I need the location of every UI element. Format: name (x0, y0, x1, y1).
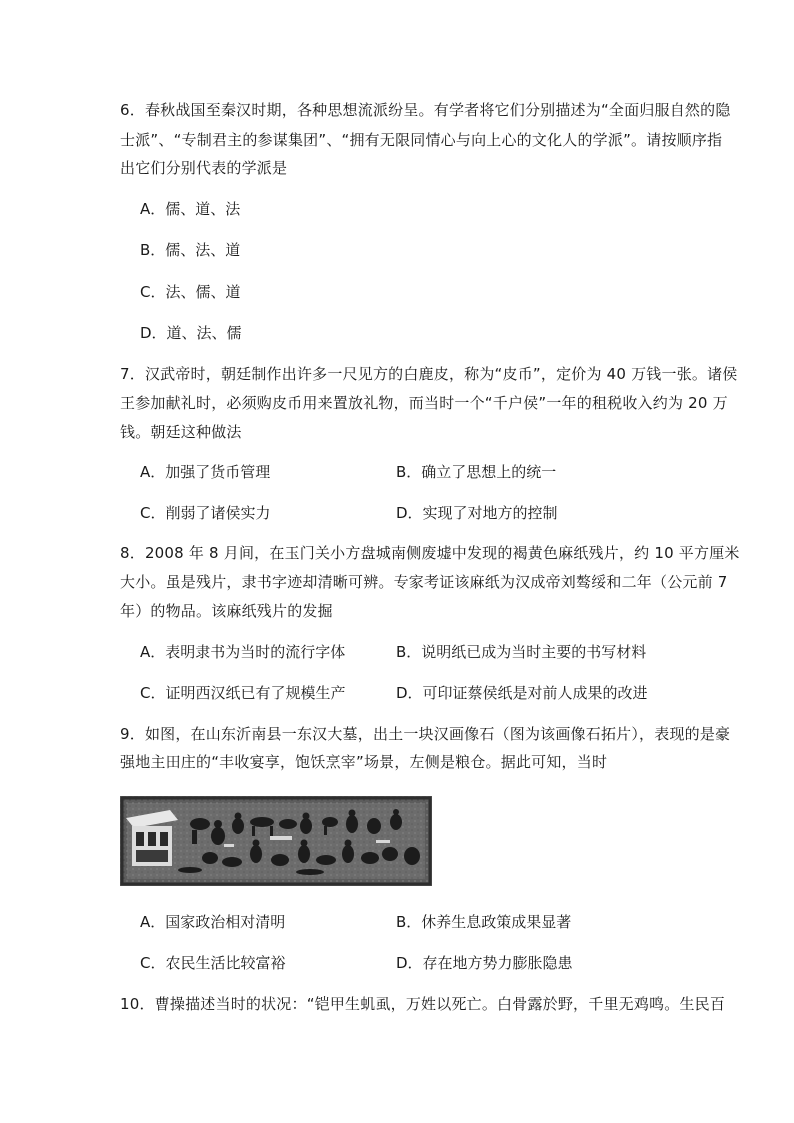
q6-line-1: 6．春秋战国至秦汉时期，各种思想流派纷呈。有学者将它们分别描述为“全面归服自然的隐 (120, 101, 731, 119)
q8-line-2: 大小。虽是残片，隶书字迹却清晰可辨。专家考证该麻纸为汉成帝刘骜绥和二年（公元前 7 (120, 573, 728, 591)
relief-illustration (120, 796, 432, 886)
q9-line-1: 9．如图，在山东沂南县一东汉大墓，出土一块汉画像石（图为该画像石拓片），表现的是豪 (120, 725, 731, 743)
q9-option-d: D．存在地方势力膨胀隐患 (396, 954, 573, 972)
q8-option-a: A．表明隶书为当时的流行字体 (140, 643, 346, 661)
q6-option-d: D．道、法、儒 (140, 324, 242, 342)
q6-option-a: A．儒、道、法 (140, 200, 241, 218)
q7-option-a: A．加强了货币管理 (140, 463, 271, 481)
q7-line-1: 7．汉武帝时，朝廷制作出许多一尺见方的白鹿皮，称为“皮币”，定价为 40 万钱一张。诸侯 (120, 365, 738, 383)
stone-relief-rubbing-image (120, 796, 432, 886)
q10-line-1: 10．曹操描述当时的状况：“铠甲生虮虱，万姓以死亡。白骨露於野，千里无鸡鸣。生民百 (120, 995, 726, 1013)
q7-option-c: C．削弱了诸侯实力 (140, 504, 271, 522)
q9-option-b: B．休养生息政策成果显著 (396, 913, 572, 931)
granary-figure (126, 810, 178, 866)
q7-option-d: D．实现了对地方的控制 (396, 504, 558, 522)
q8-line-1: 8．2008 年 8 月间，在玉门关小方盘城南侧废墟中发现的褐黄色麻纸残片，约 10 平方厘米 (120, 544, 740, 562)
q8-option-b: B．说明纸已成为当时主要的书写材料 (396, 643, 647, 661)
q7-line-2: 王参加献礼时，必须购皮币用来置放礼物，而当时一个“千户侯”一年的租税收入约为 20 万 (120, 394, 728, 412)
q9-option-a: A．国家政治相对清明 (140, 913, 286, 931)
q7-option-b: B．确立了思想上的统一 (396, 463, 557, 481)
q8-option-c: C．证明西汉纸已有了规模生产 (140, 684, 346, 702)
q6-option-b: B．儒、法、道 (140, 241, 241, 259)
q9-option-c: C．农民生活比较富裕 (140, 954, 286, 972)
q8-line-3: 年）的物品。该麻纸残片的发掘 (120, 602, 333, 620)
q6-line-2: 士派”、“专制君主的参谋集团”、“拥有无限同情心与向上心的文化人的学派”。请按顺序指 (120, 131, 723, 149)
q7-line-3: 钱。朝廷这种做法 (120, 423, 242, 441)
q9-line-2: 强地主田庄的“丰收宴享，饱饫烹宰”场景，左侧是粮仓。据此可知，当时 (120, 753, 608, 771)
q6-option-c: C．法、儒、道 (140, 283, 241, 301)
q8-option-d: D．可印证蔡侯纸是对前人成果的改进 (396, 684, 648, 702)
q6-line-3: 出它们分别代表的学派是 (120, 159, 288, 177)
